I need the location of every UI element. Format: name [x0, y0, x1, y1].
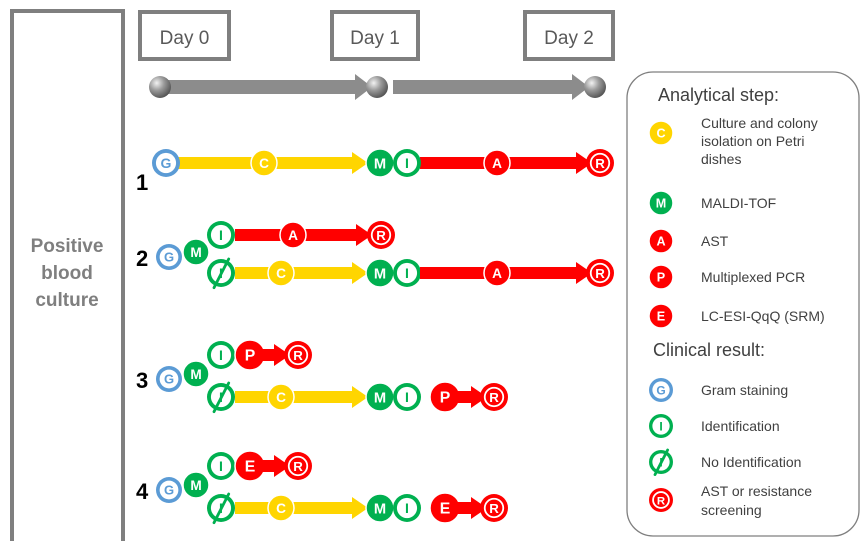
legend-lcms-symbol: [649, 304, 673, 328]
legend-culture-text: Culture and colony: [701, 115, 818, 131]
workflow-4: [156, 451, 508, 523]
legend-ast-symbol-letter: A: [656, 234, 666, 249]
workflow-1-maldi-symbol: [366, 149, 394, 177]
timeline-arrow-1: [160, 74, 372, 100]
legend-analytical-title: Analytical step:: [658, 85, 780, 105]
workflow-3-top-pcr-symbol-letter: P: [244, 347, 256, 365]
workflow-2-maldi-symbol: [183, 239, 209, 265]
workflow-4-bottom-culture-arrow: [235, 497, 368, 519]
legend-lcms-symbol-letter: E: [656, 309, 666, 324]
legend-culture-symbol: [649, 121, 673, 145]
workflow-2-top-result-symbol-letter: R: [376, 228, 386, 244]
legend-maldi-text: MALDI-TOF: [701, 195, 777, 211]
legend-gram-symbol-letter: G: [656, 383, 666, 398]
legend-result-symbol: [649, 488, 673, 512]
legend-culture-symbol-letter: C: [656, 126, 666, 141]
workflow-4-maldi-symbol: [183, 472, 209, 498]
timeline-node-day1: [366, 76, 388, 98]
workflow-2-top-ast-symbol-letter: A: [288, 227, 298, 243]
workflow-3-bottom-result-symbol: [480, 383, 508, 411]
workflow-1-result-symbol: [586, 149, 614, 177]
timeline-node-day0: [149, 76, 171, 98]
workflow-4-bottom-maldi-symbol: [366, 494, 394, 522]
legend-clinical-title: Clinical result:: [653, 340, 766, 360]
workflow-2: [156, 221, 614, 288]
workflow-3-bottom-pcr-symbol-letter: P: [439, 389, 451, 407]
legend-result-text: screening: [701, 502, 762, 518]
workflow-1-culture-symbol-letter: C: [259, 155, 269, 171]
workflow-4-top-result-symbol: [284, 452, 312, 480]
workflow-4-bottom-noid-symbol: [207, 494, 235, 523]
legend-pcr-symbol-letter: P: [656, 270, 666, 285]
workflow-4-bottom-lcms-symbol: [430, 493, 460, 523]
workflow-3-bottom-culture-symbol: [268, 384, 294, 410]
workflow-1-ast-symbol-letter: A: [492, 155, 502, 171]
workflow-3-number: 3: [136, 368, 149, 393]
workflow-4-top-lcms-symbol: [235, 451, 265, 481]
workflow-1-id-symbol-letter: I: [405, 155, 409, 172]
side-label-line2: blood: [41, 263, 93, 284]
workflow-3-gram-symbol-letter: G: [163, 371, 175, 387]
day-1-label: Day 1: [350, 28, 400, 49]
workflow-2-top-result-symbol: [367, 221, 395, 249]
legend-gram-text: Gram staining: [701, 382, 789, 398]
workflow-2-number: 2: [136, 246, 149, 271]
day-2-label: Day 2: [544, 28, 594, 49]
side-label-line3: culture: [35, 290, 99, 311]
timeline: [149, 74, 606, 100]
workflow-2-top-id-symbol: [207, 221, 235, 249]
workflow-1-ast-symbol: [484, 150, 510, 176]
workflow-3-maldi-symbol-letter: M: [190, 366, 202, 382]
workflow-2-bottom-id-symbol: [393, 259, 421, 287]
workflow-4-top-result-symbol-letter: R: [293, 459, 303, 475]
workflow-3: [156, 340, 508, 412]
workflow-3-bottom-pcr-symbol: [430, 382, 460, 412]
legend-culture-text: dishes: [701, 151, 742, 167]
workflow-3-top-pcr-symbol: [235, 340, 265, 370]
workflow-2-bottom-ast-symbol: [484, 260, 510, 286]
legend-result-symbol-letter: R: [656, 495, 666, 508]
workflow-3-bottom-result-symbol-letter: R: [489, 390, 499, 406]
workflow-2-bottom-culture-arrow: [235, 262, 368, 284]
legend-ast-symbol: [649, 229, 673, 253]
side-label-line1: Positive: [30, 236, 104, 257]
timeline-arrow-2: [393, 74, 589, 100]
legend-result-text: AST or resistance: [701, 483, 813, 499]
workflow-2-bottom-id-symbol-letter: I: [405, 265, 409, 282]
legend-lcms-text: LC-ESI-QqQ (SRM): [701, 308, 825, 324]
workflow-4-top-id-symbol: [207, 452, 235, 480]
workflow-1-culture-symbol: [251, 150, 277, 176]
workflow-3-top-result-symbol: [284, 341, 312, 369]
workflow-4-bottom-id-symbol: [393, 494, 421, 522]
workflow-4-bottom-lcms-symbol-letter: E: [439, 500, 451, 518]
workflow-4-top-id-symbol-letter: I: [219, 458, 223, 475]
day-0-box: [140, 12, 229, 59]
workflow-4-top-lcms-symbol-letter: E: [244, 458, 256, 476]
legend-maldi-symbol-letter: M: [655, 196, 667, 211]
workflow-2-bottom-maldi-symbol-letter: M: [373, 266, 387, 283]
workflow-2-bottom-maldi-symbol: [366, 259, 394, 287]
workflow-4-maldi-symbol-letter: M: [190, 477, 202, 493]
workflow-2-maldi-symbol-letter: M: [190, 244, 202, 260]
workflow-2-bottom-ast-symbol-letter: A: [492, 265, 502, 281]
workflow-2-top-id-symbol-letter: I: [219, 227, 223, 244]
legend-identification-symbol: [649, 414, 673, 438]
workflow-3-bottom-id-symbol: [393, 383, 421, 411]
workflow-4-number: 4: [136, 479, 149, 504]
timeline-node-day2: [584, 76, 606, 98]
workflow-1-number: 1: [136, 170, 149, 195]
legend-gram-symbol: [649, 378, 673, 402]
day-2-box: [525, 12, 613, 59]
workflow-3-bottom-culture-symbol-letter: C: [276, 389, 286, 405]
legend-panel: [627, 72, 859, 536]
legend-no-identification-text: No Identification: [701, 454, 802, 470]
workflow-3-bottom-id-symbol-letter: I: [405, 389, 409, 406]
workflow-2-bottom-culture-symbol-letter: C: [276, 265, 286, 281]
workflow-3-bottom-noid-symbol: [207, 383, 235, 412]
workflow-3-bottom-maldi-symbol-letter: M: [373, 390, 387, 407]
workflow-1-result-symbol-letter: R: [595, 156, 605, 172]
legend-identification-symbol-letter: I: [659, 419, 663, 434]
workflow-2-bottom-result-symbol: [586, 259, 614, 287]
workflow-1-gram-symbol: [152, 149, 180, 177]
workflow-3-bottom-maldi-symbol: [366, 383, 394, 411]
workflow-4-bottom-id-symbol-letter: I: [405, 500, 409, 517]
positive-blood-culture-box: [12, 11, 123, 541]
workflow-2-top-ast-symbol: [280, 222, 306, 248]
legend-pcr-symbol: [649, 265, 673, 289]
workflow-3-top-id-symbol-letter: I: [219, 347, 223, 364]
workflow-1-id-symbol: [393, 149, 421, 177]
workflow-2-bottom-result-symbol-letter: R: [595, 266, 605, 282]
workflow-2-gram-symbol: [156, 244, 182, 270]
workflow-4-bottom-culture-symbol: [268, 495, 294, 521]
workflow-1: [152, 149, 614, 177]
workflow-3-top-id-symbol: [207, 341, 235, 369]
legend-pcr-text: Multiplexed PCR: [701, 269, 806, 285]
workflow-4-gram-symbol: [156, 477, 182, 503]
day-1-box: [332, 12, 418, 59]
workflow-4-gram-symbol-letter: G: [163, 482, 175, 498]
workflow-2-bottom-noid-symbol: [207, 259, 235, 288]
workflow-2-bottom-culture-symbol: [268, 260, 294, 286]
workflow-4-bottom-result-symbol: [480, 494, 508, 522]
day-0-label: Day 0: [159, 28, 210, 49]
legend-ast-text: AST: [701, 233, 729, 249]
workflow-rows: [136, 149, 614, 523]
workflow-4-bottom-result-symbol-letter: R: [489, 501, 499, 517]
workflow-3-maldi-symbol: [183, 361, 209, 387]
legend-maldi-symbol: [649, 191, 673, 215]
workflow-4-bottom-maldi-symbol-letter: M: [373, 501, 387, 518]
workflow-4-bottom-culture-symbol-letter: C: [276, 500, 286, 516]
legend-culture-text: isolation on Petri: [701, 133, 805, 149]
workflow-3-bottom-culture-arrow: [235, 386, 368, 408]
legend-identification-text: Identification: [701, 418, 780, 434]
workflow-3-top-result-symbol-letter: R: [293, 348, 303, 364]
workflow-1-gram-symbol-letter: G: [160, 155, 172, 172]
workflow-3-gram-symbol: [156, 366, 182, 392]
workflow-2-gram-symbol-letter: G: [163, 249, 175, 265]
workflow-1-maldi-symbol-letter: M: [373, 156, 387, 173]
